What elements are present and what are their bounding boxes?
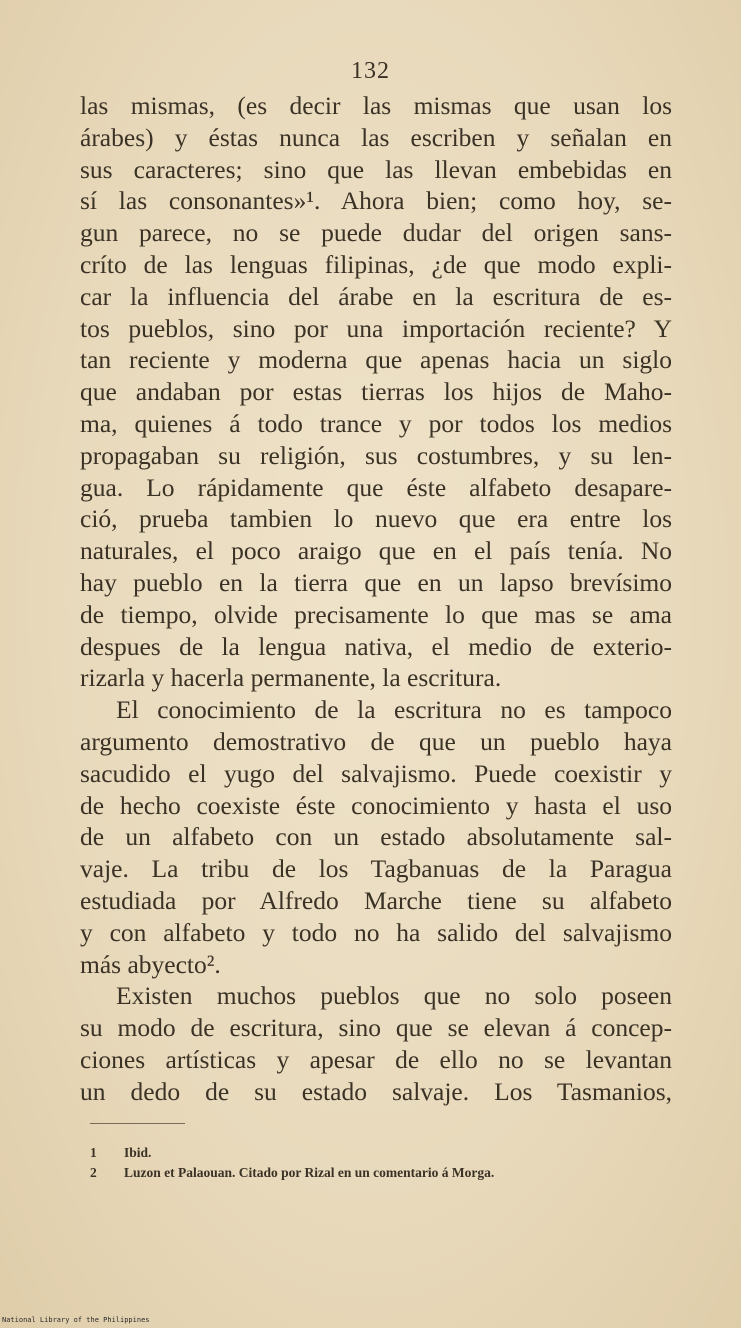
text-line: gun parece, no se puede dudar del origen sans- [80,218,672,248]
library-watermark: National Library of the Philippines [2,1316,150,1324]
text-line: El conocimiento de la escritura no es tampoco [116,695,672,725]
text-line: argumento demostrativo de que un pueblo haya [80,726,672,756]
text-line: vaje. La tribu de los Tagbanuas de la Paragua [80,854,672,884]
text-line: sus caracteres; sino que las llevan embebidas en [80,154,672,184]
footnote-mark: 1 [90,1145,97,1160]
text-line: de hecho coexiste éste conocimiento y hasta el uso [80,790,672,820]
text-line: árabes) y éstas nunca las escriben y señalan en [80,122,672,152]
paragraph-2 [80,694,672,980]
footnotes [90,1143,690,1183]
text-line: un dedo de su estado salvaje. Los Tasmanios, [80,1076,672,1106]
footnote [90,1143,690,1163]
footnote-text: Luzon et Palaouan. Citado por Rizal en un comentario á Morga. [124,1165,495,1180]
text-line: de un alfabeto con un estado absolutamente sal- [80,822,672,852]
text-line: que andaban por estas tierras los hijos de Maho- [80,377,672,407]
text-line: sí las consonantes»¹. Ahora bien; como hoy, se- [80,186,672,216]
text-line: su modo de escritura, sino que se elevan á concep- [80,1013,672,1043]
text-line: Existen muchos pueblos que no solo poseen [116,981,672,1011]
text-line: tos pueblos, sino por una importación reciente? Y [80,313,672,343]
body-text [80,90,672,1108]
paragraph-1 [80,90,672,694]
text-line: car la influencia del árabe en la escritura de es- [80,281,672,311]
text-line: sacudido el yugo del salvajismo. Puede coexistir y [80,758,672,788]
paragraph-3 [80,980,672,1107]
text-line: ma, quienes á todo trance y por todos los medios [80,408,672,438]
text-line: hay pueblo en la tierra que en un lapso brevísimo [80,567,672,597]
footnote-mark: 2 [90,1165,97,1180]
text-line: estudiada por Alfredo Marche tiene su alfabeto [80,885,672,915]
text-line: ció, prueba tambien lo nuevo que era entre los [80,504,672,534]
text-line: ciones artísticas y apesar de ello no se levantan [80,1044,672,1074]
text-line: las mismas, (es decir las mismas que usan los [80,91,672,120]
text-line: de tiempo, olvide precisamente lo que mas se ama [80,599,672,629]
page-number: 132 [351,58,390,84]
text-line: tan reciente y moderna que apenas hacia un siglo [80,345,672,375]
footnote-divider [90,1123,185,1124]
footnote [90,1163,690,1183]
text-line: y con alfabeto y todo no ha salido del salvajismo [80,917,672,947]
text-line: más abyecto². [80,949,221,979]
text-line: gua. Lo rápidamente que éste alfabeto desapare- [80,472,672,502]
text-line: críto de las lenguas filipinas, ¿de que modo expli- [80,249,672,279]
text-line: rizarla y hacerla permanente, la escritura. [80,663,502,693]
footnote-text: Ibid. [124,1145,152,1160]
text-line: naturales, el poco araigo que en el país tenía. No [80,536,672,566]
text-line: propagaban su religión, sus costumbres, y su len- [80,440,672,470]
text-line: despues de la lengua nativa, el medio de exterio- [80,631,672,661]
